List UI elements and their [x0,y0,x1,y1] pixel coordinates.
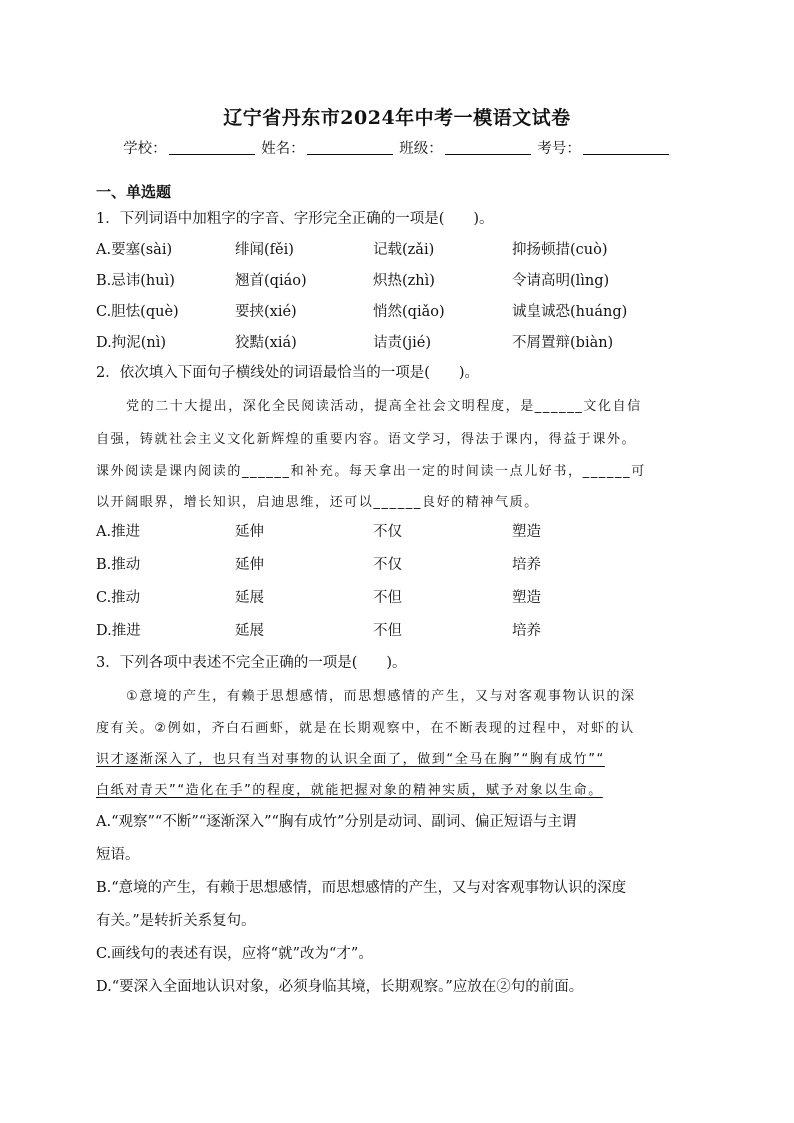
q3-passage-line-2: 度有关。②例如，齐白石画虾，就是在长期观察中，在不断表现的过程中，对虾的认 [96,721,635,736]
q2-option-d-4: 培养 [512,623,541,639]
name-label: 姓名： [261,141,305,157]
q2-option-a-4: 塑造 [512,524,541,540]
q1-option-c-3: 悄然(qiǎo) [373,304,445,320]
q2-passage-line-4: 以开阔眼界，增长知识，启迪思维，还可以______良好的精神气质。 [96,495,539,510]
q1-option-a-2: 绯闻(fěi) [235,242,294,258]
q1-option-b-4: 令请高明(lìng) [512,273,610,289]
question-1-stem: 1．下列词语中加粗字的字音、字形完全正确的一项是( )。 [96,211,494,227]
q3-passage-line-3: 识才逐渐深入了，也只有当对事物的认识全面了，做到“全马在胸”“胸有成竹”“ [96,752,605,767]
q2-option-b-3: 不仅 [373,557,402,573]
q2-option-c-1: C.推动 [96,590,141,606]
q2-passage-line-1: 党的二十大提出，深化全民阅读活动，提高全社会文明程度，是______文化自信 [126,399,642,414]
class-blank[interactable] [445,140,531,155]
q1-option-b-1: B.忌讳(huì) [96,273,175,289]
q1-option-a-4: 抑扬顿措(cuò) [512,242,608,258]
q2-option-d-2: 延展 [235,623,264,639]
school-blank[interactable] [169,140,255,155]
q1-option-d-4: 不屑置辩(biàn) [512,335,614,351]
q3-option-b: B.“意境的产生，有赖于思想感情，而思想感情的产生，又与对客观事物认识的深度 [96,880,627,896]
q2-option-c-4: 塑造 [512,590,541,606]
q1-option-d-2: 狡黠(xiá) [235,335,297,351]
q1-option-b-2: 翘首(qiáo) [235,273,307,289]
q2-option-b-4: 培养 [512,557,541,573]
q2-option-b-2: 延伸 [235,557,264,573]
q3-option-b-cont: 有关。”是转折关系复句。 [96,913,256,929]
q1-option-a-1: A.要塞(sài) [96,242,173,258]
q2-passage-line-3: 课外阅读是课内阅读的______和补充。每天拿出一定的时间读一点儿好书，______可 [96,464,646,479]
q2-passage-line-2: 自强，铸就社会主义文化新辉煌的重要内容。语文学习，得法于课内，得益于课外。 [96,432,637,447]
q3-option-d: D.“要深入全面地认识对象，必须身临其境，长期观察。”应放在②句的前面。 [96,979,584,995]
name-blank[interactable] [307,140,393,155]
number-label: 考号： [537,141,581,157]
q1-option-c-1: C.胆怯(què) [96,304,179,320]
question-3-stem: 3．下列各项中表述不完全正确的一项是( )。 [96,655,407,671]
number-blank[interactable] [583,140,669,155]
q1-option-a-3: 记载(zǎi) [373,242,435,258]
student-info-line [0,137,794,158]
q1-option-d-3: 诘责(jié) [373,335,432,351]
q1-option-d-1: D.拘泥(nì) [96,335,167,351]
q3-passage-line-4: 白纸对青天”“造化在手”的程度，就能把握对象的精神实质，赋予对象以生命。 [96,783,603,798]
q2-option-c-2: 延展 [235,590,264,606]
question-2-stem: 2．依次填入下面句子横线处的词语最恰当的一项是( )。 [96,365,480,381]
q3-option-a: A.“观察”“不断”“逐渐深入”“胸有成竹”分别是动词、副词、偏正短语与主谓 [96,814,577,830]
page-title: 辽宁省丹东市2024年中考一模语文试卷 [223,107,571,129]
q1-option-c-2: 要挟(xié) [235,304,297,320]
q2-option-b-1: B.推动 [96,557,141,573]
q2-option-c-3: 不但 [373,590,402,606]
q3-passage-line-1: ①意境的产生，有赖于思想感情，而思想感情的产生，又与对客观事物认识的深 [126,689,636,704]
q2-option-d-3: 不但 [373,623,402,639]
q2-option-a-1: A.推进 [96,524,141,540]
q2-option-a-2: 延伸 [235,524,264,540]
section-heading: 一、单选题 [96,183,172,201]
q3-option-c: C.画线句的表述有误，应将“就”改为“才”。 [96,946,373,962]
q3-option-a-cont: 短语。 [96,847,140,863]
q1-option-b-3: 炽热(zhì) [373,273,435,289]
class-label: 班级： [399,141,443,157]
q2-option-a-3: 不仅 [373,524,402,540]
q2-option-d-1: D.推进 [96,623,141,639]
school-label: 学校： [123,141,167,157]
q1-option-c-4: 诚皇诚恐(huáng) [512,304,628,320]
